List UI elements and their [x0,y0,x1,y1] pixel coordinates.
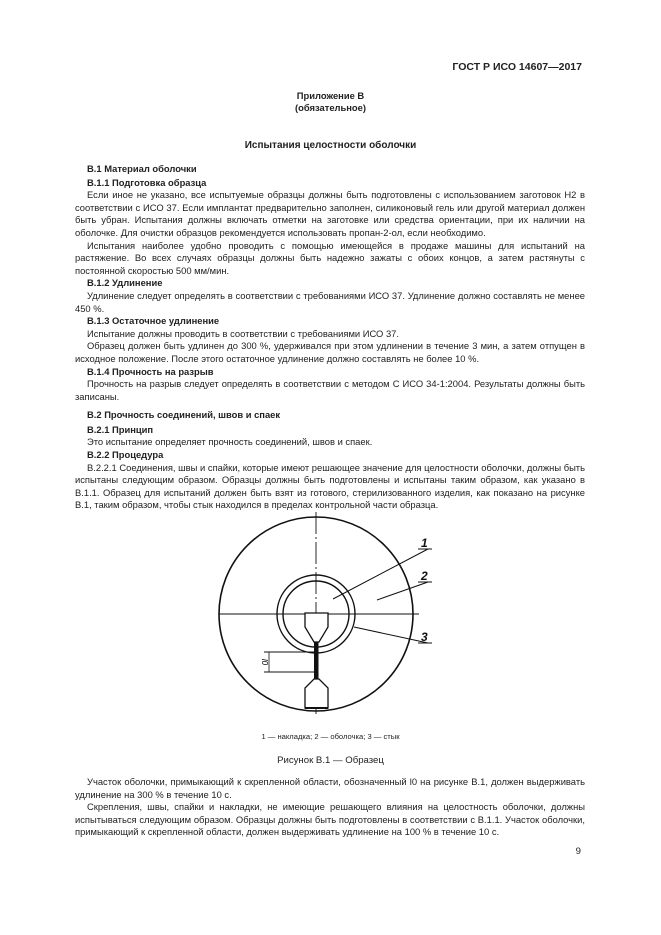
paragraph: Удлинение следует определять в соответствии с требованиями ИСО 37. Удлинение должно составлять не менее 450 %. [75,289,585,314]
leader-3 [354,627,428,643]
annex-status: (обязательное) [295,102,366,113]
paragraph: Прочность на разрыв следует определять в соответствии с методом С ИСО 34-1:2004. Результаты должны быть записаны. [75,378,585,402]
figure-label-2: 2 [421,569,428,583]
closing-text [75,776,585,839]
subsection-title: В.2.2 Процедура [87,449,164,461]
paragraph: Образец должен быть удлинен до 300 %, удерживался при этом удлинении в течение 3 мин, а затем отпущен в исходное положение. После этого остаточное удлинение должно составлять не более 10 %. [75,340,585,364]
paragraph: Если иное не указано, все испытуемые образцы должны быть подготовлены с использованием заготовок Н2 в соответствии с ИСО 37. Если имплантат предварительно заполнен, силиконовый гель или другой материал должен быть убран. Испытания должны включать отметки на заготовке или средства ориентации, при их наличии на оболочке. Для очистки образцов рекомендуется использовать пропан-2-ол, если необходимо. [75,189,585,238]
lower-grip [305,679,328,708]
document-header: ГОСТ Р ИСО 14607—2017 [452,61,582,73]
paragraph: Испытания наиболее удобно проводить с помощью имеющейся в продаже машины для испытаний на растяжение. Во всех случаях образцы должны быть надежно зажаты с обоих концов, а затем растянуты с постоянной скоростью 500 мм/мин. [75,239,585,276]
subsection-title: В.1.2 Удлинение [87,277,163,289]
leader-1 [333,549,428,599]
dimension-label: l0 [260,658,269,666]
paragraph: Это испытание определяет прочность соединений, швов и спаек. [87,436,373,448]
section-title: В.2 Прочность соединений, швов и спаек [87,409,281,421]
narrow-strip [314,642,319,679]
subsection-title: В.1.4 Прочность на разрыв [87,365,214,377]
paragraph: Скрепления, швы, спайки и накладки, не имеющие решающего влияния на целостность оболочки, должны испытываться следующим образом. Образцы должны быть подготовлены в соответствии с В.1.1. Участок оболочки, примыкающий к скрепленной области, должен выдерживать удлинение на 100 % в течение 10 с. [75,801,585,838]
figure-label-3: 3 [421,630,428,644]
subsection-title: В.1.3 Остаточное удлинение [87,315,220,327]
annex-heading: Испытания целостности оболочки [244,140,417,151]
figure-label-1: 1 [421,536,428,550]
page-number: 9 [575,846,581,857]
figure-legend: 1 — накладка; 2 — оболочка; 3 — стык [261,732,400,741]
annex-title: Приложение В [296,90,365,101]
figure-caption: Рисунок В.1 — Образец [277,755,384,766]
paragraph: В.2.2.1 Соединения, швы и спайки, которые имеют решающее значение для целостности оболочки, должны быть испытаны следующим образом. Образцы должны быть подготовлены и испытаны таким образом, как указано в В.1.1. Образец для испытаний должен быть взят из готового, стерилизованного изделия, как показано на рисунке В.1, таким образом, чтобы стык находился в пределах контрольной части образца. [75,461,585,511]
paragraph: Испытание должны проводить в соответствии с требованиями ИСО 37. [87,327,399,339]
section-title: В.1 Материал оболочки [87,163,197,174]
paragraph: Участок оболочки, примыкающий к скрепленной области, обозначенный l0 на рисунке В.1, должен выдерживать удлинение на 300 % в течение 10 с. [75,776,585,800]
subsection-title: В.2.1 Принцип [87,423,154,435]
upper-grip [305,613,328,642]
subsection-title: В.1.1 Подготовка образца [87,176,207,188]
leader-2 [377,582,428,600]
